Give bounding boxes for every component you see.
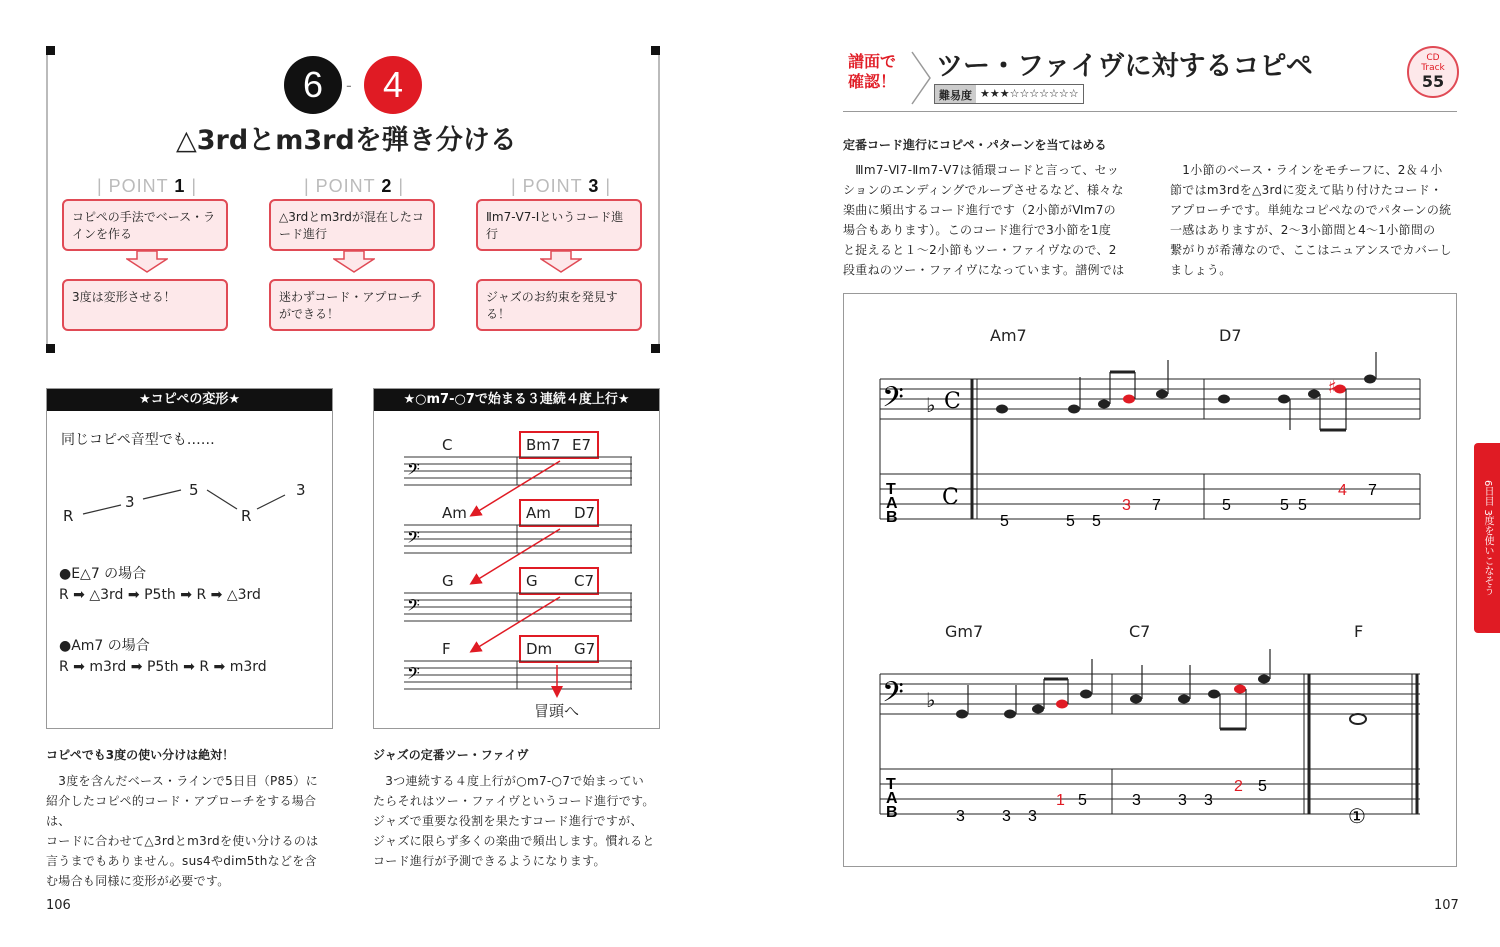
corner-mark — [651, 46, 660, 55]
svg-text:T: T — [886, 481, 896, 498]
cd-track-badge: CD Track 55 — [1407, 46, 1459, 98]
chord-symbol: C7 — [1129, 622, 1151, 641]
chord-symbol: F — [1354, 622, 1364, 641]
svg-text:♯: ♯ — [1328, 377, 1337, 398]
tab-number: 5 — [1298, 497, 1307, 514]
tab-number: 5 — [1000, 513, 1009, 530]
chord-label: E7 — [572, 436, 592, 454]
chord-label: D7 — [574, 504, 596, 522]
chord-label: G7 — [574, 640, 596, 658]
tab-number: 7 — [1368, 482, 1377, 499]
page-number: 106 — [46, 898, 71, 913]
tab-number: 3 — [1204, 792, 1213, 809]
tab-number: 5 — [1258, 778, 1267, 795]
section-heading: コピペでも3度の使い分けは絶対！ — [46, 748, 235, 762]
chord-label: F — [442, 640, 451, 658]
point-1-text: コピペの手法でベース・ラインを作る — [62, 199, 228, 251]
score-system-2 — [874, 645, 1434, 835]
svg-text:A: A — [886, 790, 898, 807]
svg-text:𝄢: 𝄢 — [407, 595, 420, 619]
score-system-1 — [874, 350, 1434, 530]
page-title: △3rdとm3rdを弾き分ける — [176, 125, 517, 156]
chord-label: C7 — [574, 572, 595, 590]
tab-number: ① — [1348, 804, 1366, 828]
point-3-text: Ⅱm7-Ⅴ7-Ⅰというコード進行 — [476, 199, 642, 251]
chord-label: Dm — [526, 640, 553, 658]
arrow-down-icon — [540, 251, 582, 273]
tab-number: 3 — [1122, 497, 1131, 514]
box-title: ★コピペの変形★ — [47, 389, 332, 411]
red-arrows — [440, 455, 620, 700]
tab-number: 5 — [1092, 513, 1101, 530]
svg-text:C: C — [944, 389, 961, 414]
tab-number: 5 — [1066, 513, 1075, 530]
arrow-down-icon — [126, 251, 168, 273]
chord-symbol: Gm7 — [945, 622, 984, 641]
point-2-result: 迷わずコード・アプローチができる！ — [269, 279, 435, 331]
tab-number: 5 — [1078, 792, 1087, 809]
section-badge: 4 — [364, 56, 422, 114]
box-title: ★○m7-○7で始まる３連続４度上行★ — [374, 389, 659, 411]
point-1-result: 3度は変形させる！ — [62, 279, 228, 331]
corner-mark — [46, 46, 55, 55]
point-2-text: △3rdとm3rdが混在したコード進行 — [269, 199, 435, 251]
body-text: 3つ連続する４度上行が○m7-○7で始まってい たらそれはツー・ファイヴというコード進行です。 ジャズで重要な役割を果たすコード進行ですが、 ジャズに限らず多くの楽曲で頻出します。慣れると コード進行が予測できるようになります。 — [373, 774, 655, 868]
svg-text:𝄢: 𝄢 — [407, 663, 420, 687]
body-text: Ⅲm7-Ⅵ7-Ⅱm7-Ⅴ7は循環コードと言って、セッ ションのエンディングでループさせるなど、様々な 楽曲に頻出するコード進行です（2小節がⅥm7の 場合もあります）。このコード進行で3小節を1度 と捉えると１～2小節もツー・ファイヴなので、2 段重ねのツー・ファイヴになっています。譜例では — [843, 163, 1125, 277]
chord-label: C — [442, 436, 453, 454]
interval-shape-diagram — [47, 469, 332, 539]
section-heading: 定番コード進行にコピペ・パターンを当てはめる — [843, 138, 1107, 152]
point-heading-1: | POINT 1 | — [96, 176, 198, 196]
back-to-top-label: 冒頭へ — [534, 702, 580, 720]
svg-text:𝄢: 𝄢 — [882, 676, 904, 716]
tab-number: 3 — [1132, 792, 1141, 809]
difficulty-rating: 難易度 ★★★☆☆☆☆☆☆☆ — [934, 84, 1084, 104]
svg-text:♭: ♭ — [926, 393, 936, 417]
chapter-badge: 6 — [284, 56, 342, 114]
tab-number: 3 — [1178, 792, 1187, 809]
tab-number: 7 — [1152, 497, 1161, 514]
corner-mark — [46, 344, 55, 353]
case-am-sequence: R ➡ m3rd ➡ P5th ➡ R ➡ m3rd — [59, 659, 267, 675]
chord-label: Bm7 — [526, 436, 561, 454]
svg-text:C: C — [942, 485, 959, 510]
svg-text:A: A — [886, 495, 898, 512]
point-heading-3: | POINT 3 | — [510, 176, 612, 196]
shape-fifth: 5 — [189, 481, 199, 499]
tag-bracket — [910, 50, 934, 106]
shape-third: 3 — [296, 481, 306, 499]
case-e-title: ●E△7 の場合 — [59, 566, 147, 582]
tab-number: 3 — [956, 808, 965, 825]
badge-separator: - — [346, 76, 352, 95]
section-heading: ジャズの定番ツー・ファイヴ — [373, 748, 529, 762]
shape-root: R — [63, 507, 74, 525]
tab-number: 1 — [1056, 792, 1065, 809]
tab-number: 3 — [1002, 808, 1011, 825]
svg-text:♭: ♭ — [926, 688, 936, 712]
body-text: 1小節のベース・ラインをモチーフに、2＆４小 節ではm3rdを△3rdに変えて貼り付けたコード・ アプローチです。単純なコピペなのでパターンの統 一感はありますが、2～3小節間と4～1小節間の 繋がりが希薄なので、ここはニュアンスでカバーし ましょう。 — [1170, 163, 1452, 277]
tab-number: 3 — [1028, 808, 1037, 825]
chapter-side-tab[interactable]: 6日目 3度を使いこなそう — [1474, 443, 1500, 633]
svg-text:𝄢: 𝄢 — [407, 527, 420, 551]
chord-symbol: D7 — [1219, 326, 1242, 345]
svg-text:T: T — [886, 776, 896, 793]
shape-root: R — [241, 507, 252, 525]
chord-label: Am — [442, 504, 467, 522]
right-title: ツー・ファイヴに対するコピペ — [936, 51, 1313, 82]
body-text: 3度を含んだベース・ラインで5日目（P85）に 紹介したコピペ的コード・アプローチをする場合は、 コードに合わせて△3rdとm3rdを使い分けるのは 言うまでもありません。sus4やdim5thなどを含 む場合も同様に変形が必要です。 — [46, 774, 319, 888]
case-am-title: ●Am7 の場合 — [59, 638, 150, 654]
point-3-result: ジャズのお約束を発見する！ — [476, 279, 642, 331]
tab-number: 2 — [1234, 778, 1243, 795]
tab-number: 5 — [1222, 497, 1231, 514]
svg-text:𝄢: 𝄢 — [407, 459, 420, 483]
chord-label: Am — [526, 504, 551, 522]
shape-third: 3 — [125, 493, 135, 511]
svg-text:B: B — [886, 509, 898, 526]
chord-symbol: Am7 — [990, 326, 1027, 345]
tab-number: 5 — [1280, 497, 1289, 514]
arrow-down-icon — [333, 251, 375, 273]
chord-label: G — [526, 572, 538, 590]
copipe-variation-box — [46, 388, 333, 729]
confirm-tag: 譜面で確認！ — [848, 52, 897, 91]
point-heading-2: | POINT 2 | — [303, 176, 405, 196]
corner-mark — [651, 344, 660, 353]
svg-text:B: B — [886, 804, 898, 821]
case-e-sequence: R ➡ △3rd ➡ P5th ➡ R ➡ △3rd — [59, 587, 261, 603]
svg-text:𝄢: 𝄢 — [882, 381, 904, 421]
box-intro: 同じコピペ音型でも…… — [61, 432, 215, 448]
tab-number: 4 — [1338, 482, 1347, 499]
page-number: 107 — [1434, 898, 1459, 913]
chord-label: G — [442, 572, 454, 590]
